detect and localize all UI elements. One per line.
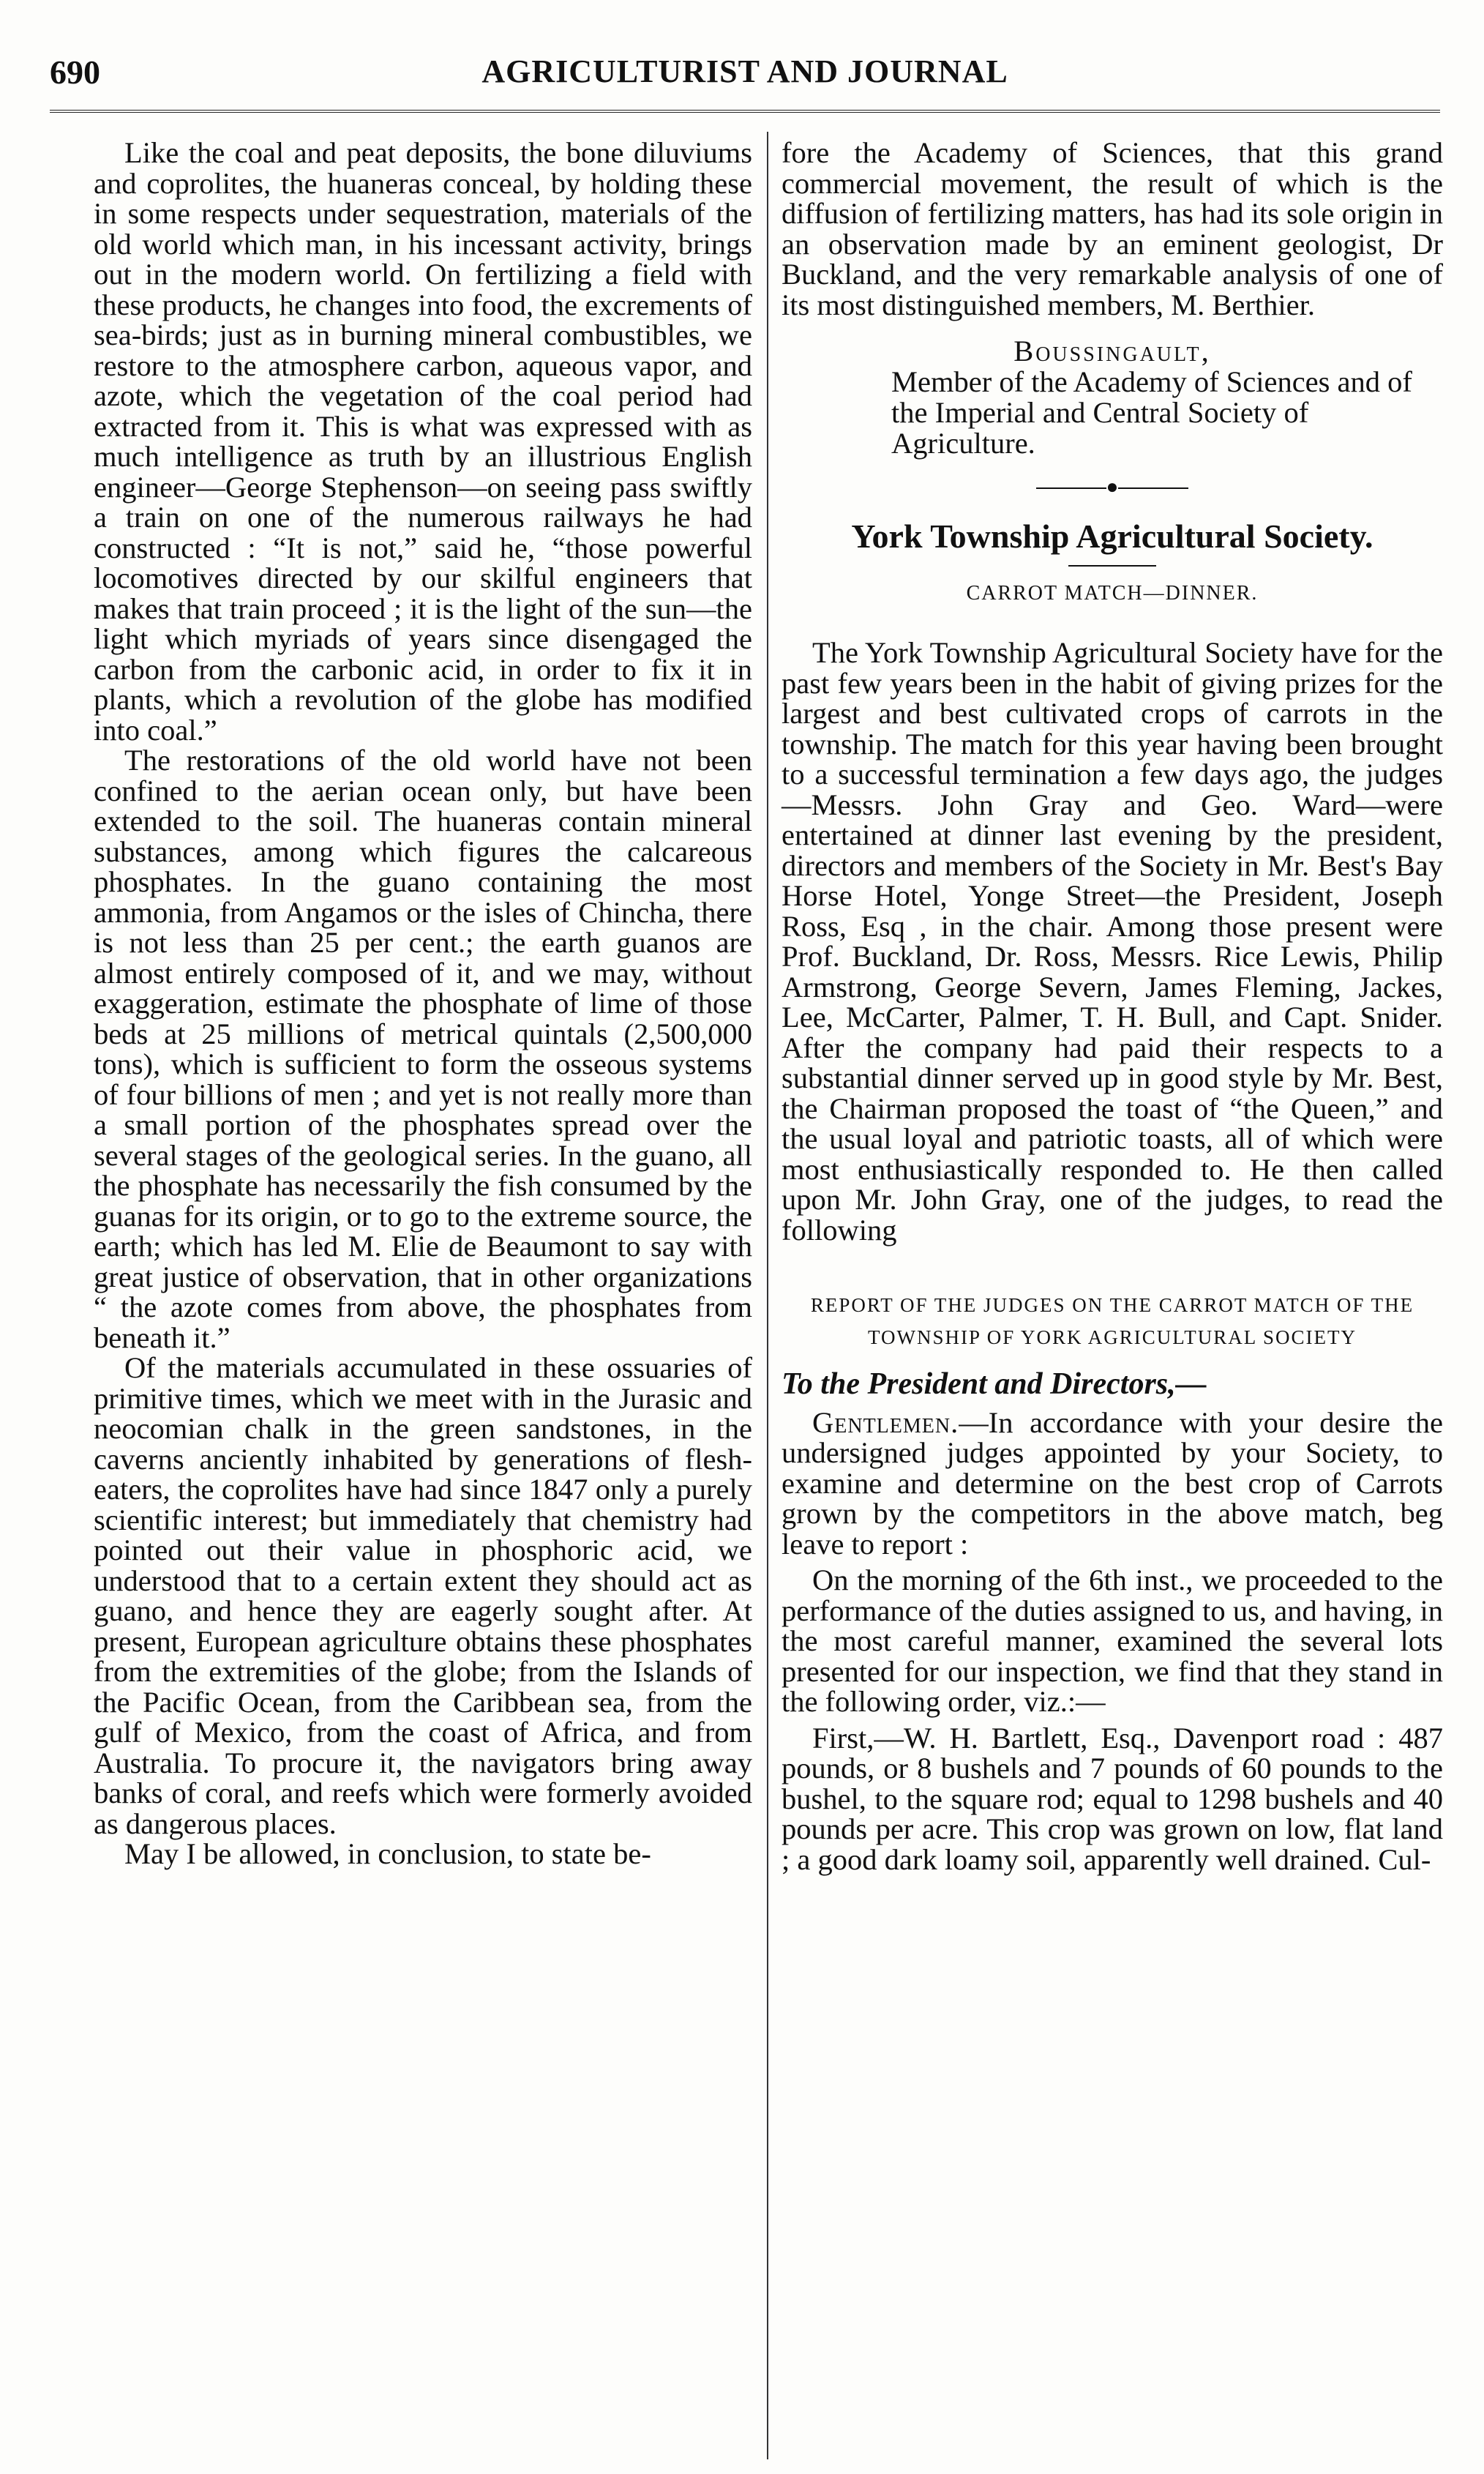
right-column — [782, 138, 1443, 1875]
header-rule — [50, 110, 1440, 113]
signature-title: Member of the Academy of Sciences and of the Imperial and Central Society of Agriculture. — [891, 365, 1412, 460]
left-column — [94, 138, 752, 1869]
ornament-divider: ● — [782, 472, 1443, 503]
salutation: Gentlemen. — [812, 1405, 959, 1439]
paragraph: May I be allowed, in conclusion, to state be- — [124, 1837, 651, 1870]
short-rule — [1068, 565, 1156, 567]
signature-name: Boussingault, — [1013, 335, 1211, 367]
paragraph: fore the Academy of Sciences, that this grand commercial movement, the result of which is the diffusion of fertilizing matters, has had its sole origin in an observation made by an eminent geologist, Dr Buckland, and the very remarkable analysis of one of its most distinguished members, M. Berthier. — [782, 136, 1443, 321]
paragraph: On the morning of the 6th inst., we proceeded to the performance of the duties assigned to us, and having, in the most careful manner, examined the several lots presented for our inspection, we find that they stand in the following order, viz.:— — [782, 1563, 1443, 1718]
section-heading: York Township Agricultural Society. — [851, 517, 1374, 555]
journal-title: AGRICULTURIST AND JOURNAL — [481, 53, 1008, 89]
paragraph: —In accordance with your desire the undersigned judges appointed by your Society, to examine and determine on the best crop of Carrots grown by the competitors in the above match, beg leave to report : — [782, 1405, 1443, 1561]
sub-heading: CARROT MATCH—DINNER. — [966, 581, 1259, 605]
page-header — [50, 53, 1440, 104]
column-divider — [767, 132, 768, 2459]
paragraph: The restorations of the old world have not been confined to the aerian ocean only, but have been extended to the soil. The huaneras contain mineral substances, among which figures the calcareous phosphates. In the guano containing the most ammonia, from Angamos or the isles of Chincha, there is not less than 25 per cent.; the earth guanos are almost entirely composed of it, and we may, without exaggeration, estimate the phosphate of lime of those beds at 25 millions of metrical quintals (2,500,000 tons), which is sufficient to form the osseous systems of four billions of men ; and yet is not really more than a small portion of the phosphates spread over the several stages of the geological series. In the guano, all the phosphate has necessarily the fish consumed by the guanas for its origin, or to go to the extreme source, the earth; which has led M. Elie de Beaumont to say with great justice of observation, that in other organizations “ the azote comes from above, the phosphates from beneath it.” — [94, 744, 752, 1354]
paragraph: First,—W. H. Bartlett, Esq., Davenport road : 487 pounds, or 8 bushels and 7 pounds of 60 pounds to the bushel, to the square rod; equal to 1298 bushels and 40 pounds per acre. This crop was grown on low, flat land ; a good dark loamy soil, apparently well drained. Cul- — [782, 1721, 1443, 1876]
paragraph: Like the coal and peat deposits, the bone diluviums and coprolites, the huaneras conceal, by holding these in some respects under sequestration, materials of the old world which man, in his incessant activity, brings out in the modern world. On fertilizing a field with these products, he changes into food, the excrements of sea-birds; just as in burning mineral combustibles, we restore to the atmosphere carbon, aqueous vapor, and azote, which the vegetation of the coal period had extracted from it. This is what was expressed with as much intelligence as truth by an illustrious English engineer—George Stephenson—on seeing pass swiftly a train on one of the numerous railways he had constructed : “It is not,” said he, “those powerful locomotives directed by our skilful engineers that makes that train proceed ; it is the light of the sun—the light which myriads of years since disengaged the carbon from the carbonic acid, in order to fix it in plants, which a revolution of the globe has modified into coal.” — [94, 136, 752, 747]
page-number: 690 — [50, 53, 100, 91]
paragraph: The York Township Agricultural Society have for the past few years been in the habit of giving prizes for the largest and best cultivated crops of carrots in the township. The match for this year having been brought to a successful termination a few days ago, the judges—Messrs. John Gray and Geo. Ward—were entertained at dinner last evening by the president, directors and members of the Society in Mr. Best's Bay Horse Hotel, Yonge Street—the President, Joseph Ross, Esq , in the chair. Among those present were Prof. Buckland, Dr. Ross, Messrs. Rice Lewis, Philip Armstrong, George Severn, James Fleming, Jackes, Lee, McCarter, Palmer, T. H. Bull, and Capt. Snider. After the company had paid their respects to a substantial dinner served up in good style by Mr. Best, the Chairman proposed the toast of “the Queen,” and the usual loyal and patriotic toasts, all of which were most enthusiastically responded to. He then called upon Mr. John Gray, one of the judges, to read the following — [782, 636, 1443, 1247]
address-line: To the President and Directors,— — [782, 1367, 1207, 1401]
report-heading: REPORT OF THE JUDGES ON THE CARROT MATCH OF THE TOWNSHIP OF YORK AGRICULTURAL SOCIETY — [810, 1294, 1414, 1348]
paragraph: Of the materials accumulated in these ossuaries of primitive times, which we meet with in the Jurasic and neocomian chalk in the green sandstones, in the caverns anciently inhabited by generations of flesh-eaters, the coprolites have had since 1847 only a purely scientific interest; but immediately that chemistry had pointed out their value in phosphoric acid, we understood that to a certain extent they should act as guano, and hence they are eagerly sought after. At present, European agriculture obtains these phosphates from the extremities of the globe; from the Islands of the Pacific Ocean, from the Caribbean sea, from the gulf of Mexico, from the coast of Africa, and from Australia. To procure it, the navigators bring away banks of coral, and reefs which were formerly avoided as dangerous places. — [94, 1351, 752, 1840]
